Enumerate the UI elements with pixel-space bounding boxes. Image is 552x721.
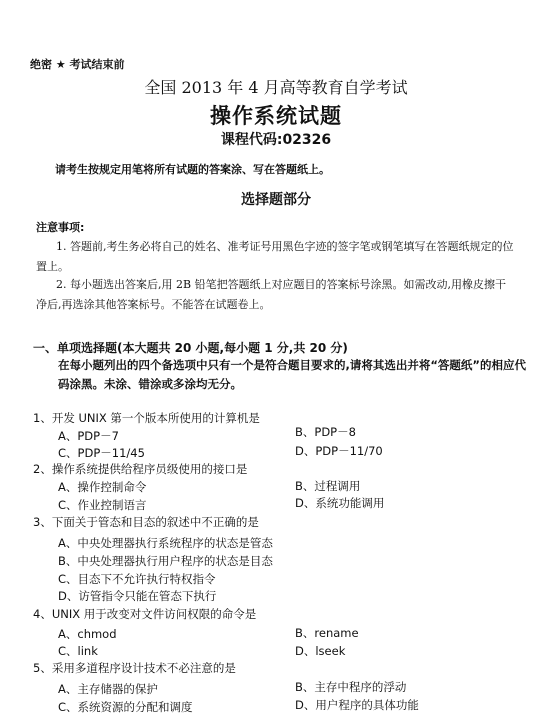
question-2-option-c: C、作业控制语言 (58, 498, 147, 512)
question-4-option-d: D、lseek (295, 644, 346, 658)
notes-title: 注意事项: (36, 221, 85, 234)
question-3-option-d: D、访管指令只能在管态下执行 (58, 589, 217, 603)
question-4-option-b: B、rename (295, 626, 359, 640)
question-3-option-a: A、中央处理器执行系统程序的状态是管态 (58, 536, 273, 550)
instruction-text: 请考生按规定用笔将所有试题的答案涂、写在答题纸上。 (55, 163, 330, 176)
question-5-stem: 5、采用多道程序设计技术不必注意的是 (33, 661, 236, 675)
question-4-option-a: A、chmod (58, 627, 117, 641)
question-5-option-b: B、主存中程序的浮动 (295, 680, 407, 694)
question-3-stem: 3、下面关于管态和目态的叙述中不正确的是 (33, 515, 259, 529)
question-4-stem: 4、UNIX 用于改变对文件访问权限的命令是 (33, 607, 257, 621)
question-2-stem: 2、操作系统提供给程序员级使用的接口是 (33, 462, 248, 476)
note-item-1: 1. 答题前,考生务必将自己的姓名、准考证号用黑色字迹的签字笔或钢笔填写在答题纸规定的位置上。 (36, 240, 514, 273)
question-4-option-c: C、link (58, 644, 98, 658)
course-code: 课程代码:02326 (220, 132, 332, 148)
question-2-option-b: B、过程调用 (295, 479, 361, 493)
note-item-2: 2. 每小题选出答案后,用 2B 铅笔把答题纸上对应题目的答案标号涂黑。如需改动,用橡皮擦干净后,再选涂其他答案标号。不能答在试题卷上。 (36, 278, 507, 311)
question-2-option-d: D、系统功能调用 (295, 496, 385, 510)
question-3-option-c: C、目态下不允许执行特权指令 (58, 572, 216, 586)
question-3-option-b: B、中央处理器执行用户程序的状态是目态 (58, 554, 273, 568)
question-2-option-a: A、操作控制命令 (58, 480, 147, 494)
question-5-option-c: C、系统资源的分配和调度 (58, 700, 193, 714)
exam-title: 全国 2013 年 4 月高等教育自学考试 (144, 78, 408, 97)
question-1-option-a: A、PDP－7 (58, 429, 119, 443)
question-1-option-d: D、PDP－11/70 (295, 444, 383, 458)
question-1-option-b: B、PDP－8 (295, 425, 356, 439)
question-1-stem: 1、开发 UNIX 第一个版本所使用的计算机是 (33, 411, 260, 425)
question-5-option-d: D、用户程序的具体功能 (295, 698, 419, 712)
question-1-option-c: C、PDP－11/45 (58, 446, 145, 460)
part-description: 在每小题列出的四个备选项中只有一个是符合题目要求的,请将其选出并将“答题纸”的相应代码涂黑。未涂、错涂或多涂均无分。 (58, 358, 526, 391)
section-title: 选择题部分 (241, 192, 311, 208)
paper-title: 操作系统试题 (210, 104, 342, 128)
secret-label: 绝密 ★ 考试结束前 (30, 58, 125, 71)
question-5-option-a: A、主存储器的保护 (58, 682, 158, 696)
part-heading: 一、单项选择题(本大题共 20 小题,每小题 1 分,共 20 分) (33, 341, 348, 355)
